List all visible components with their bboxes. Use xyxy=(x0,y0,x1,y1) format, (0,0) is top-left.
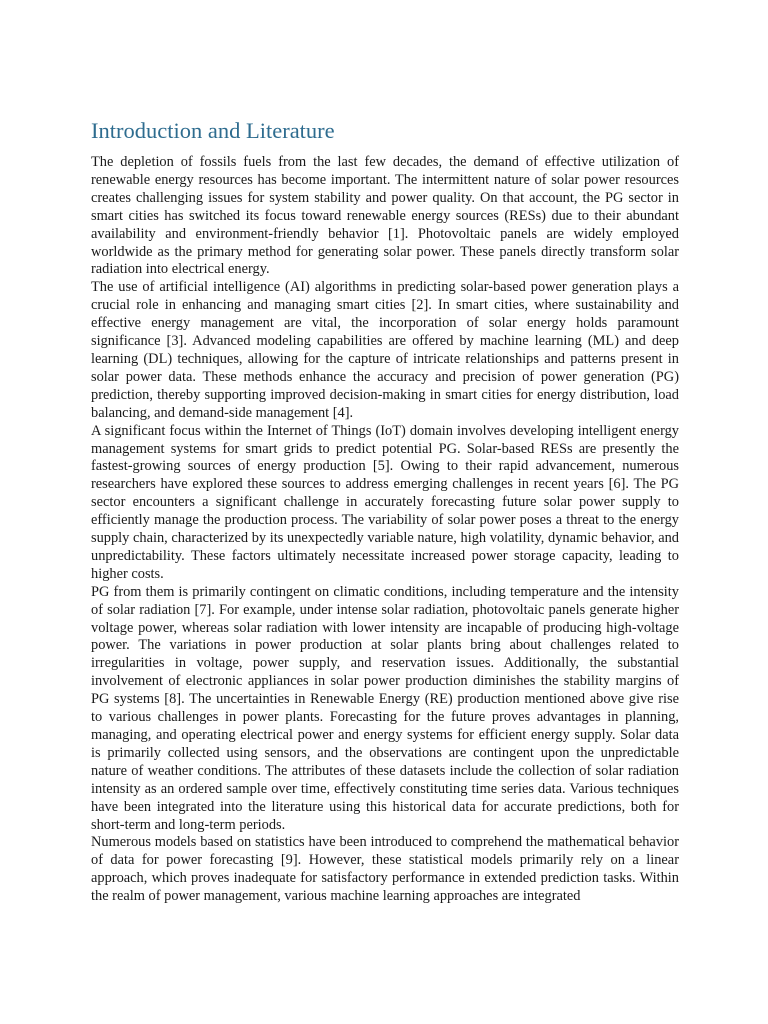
section-heading: Introduction and Literature xyxy=(91,118,335,143)
section-body xyxy=(91,154,679,906)
paragraph-5: Numerous models based on statistics have been introduced to comprehend the mathematical behavior of data for power forecasting [9]. However, these statistical models primarily rely on a linear approach, which proves inadequate for satisfactory performance in extended prediction tasks. Within the realm of power management, various machine learning approaches are integrated xyxy=(91,834,679,905)
paragraph-3: A significant focus within the Internet of Things (IoT) domain involves developing intelligent energy management systems for smart grids to predict potential PG. Solar-based RESs are presently the fastest-growing sources of energy production [5]. Owing to their rapid advancement, numerous researchers have explored these sources to address emerging challenges in recent years [6]. The PG sector encounters a significant challenge in accurately forecasting future solar power supply to efficiently manage the production process. The variability of solar power poses a threat to the energy supply chain, characterized by its unexpectedly variable nature, high volatility, dynamic behavior, and unpredictability. These factors ultimately necessitate increased power storage capacity, leading to higher costs. xyxy=(91,422,679,582)
paragraph-4: PG from them is primarily contingent on climatic conditions, including temperature and the intensity of solar radiation [7]. For example, under intense solar radiation, photovoltaic panels generate higher voltage power, whereas solar radiation with lower intensity are incapable of producing high-voltage power. The variations in power production at solar plants bring about challenges related to irregularities in voltage, power supply, and reservation issues. Additionally, the substantial involvement of electronic appliances in solar power production diminishes the stability margins of PG systems [8]. The uncertainties in Renewable Energy (RE) production mentioned above give rise to various challenges in power plants. Forecasting for the future proves advantages in planning, managing, and operating electrical power and energy systems for efficient energy supply. Solar data is primarily collected using sensors, and the observations are contingent upon the unpredictable nature of weather conditions. The attributes of these datasets include the collection of solar radiation intensity as an ordered sample over time, effectively constituting time series data. Various techniques have been integrated into the literature using this historical data for accurate predictions, both for short-term and long-term periods. xyxy=(91,583,679,833)
paragraph-2: The use of artificial intelligence (AI) algorithms in predicting solar-based power generation plays a crucial role in enhancing and managing smart cities [2]. In smart cities, where sustainability and effective energy management are vital, the incorporation of solar energy holds paramount significance [3]. Advanced modeling capabilities are offered by machine learning (ML) and deep learning (DL) techniques, allowing for the capture of intricate relationships and patterns present in solar power data. These methods enhance the accuracy and precision of power generation (PG) prediction, thereby supporting improved decision-making in smart cities for energy distribution, load balancing, and demand-side management [4]. xyxy=(91,279,679,421)
paragraph-1: The depletion of fossils fuels from the last few decades, the demand of effective utilization of renewable energy resources has become important. The intermittent nature of solar power resources creates challenging issues for system stability and power quality. On that account, the PG sector in smart cities has switched its focus toward renewable energy sources (RESs) due to their abundant availability and environment-friendly behavior [1]. Photovoltaic panels are widely employed worldwide as the primary method for generating solar power. These panels directly transform solar radiation into electrical energy. xyxy=(91,154,679,278)
